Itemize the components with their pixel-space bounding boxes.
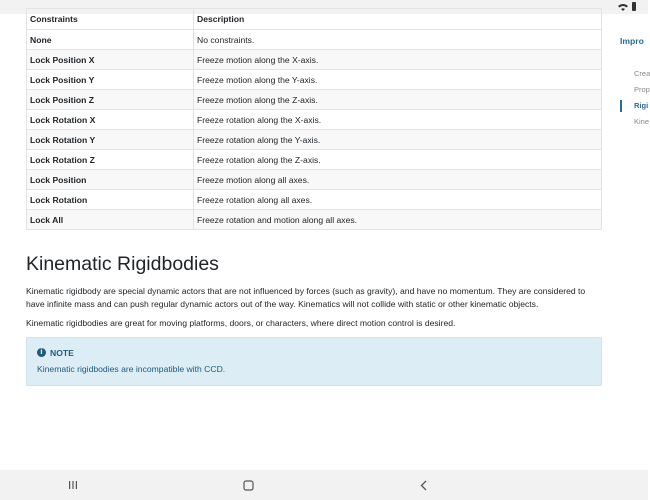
back-icon [419,480,429,491]
table-row [27,170,602,190]
table-of-contents [620,36,650,126]
note-header [37,348,591,358]
constraint-name: Lock Position Z [27,90,194,110]
constraint-description: Freeze rotation along the Z-axis. [194,150,602,170]
table-row [27,130,602,150]
note-text: Kinematic rigidbodies are incompatible with CCD. [37,363,226,374]
section-paragraph: Kinematic rigidbody are special dynamic actors that are not influenced by forces (such as gravity), and have no momentum. They are considered to have infinite mass and can push regular dynamic actors out of the way. Kinematics will not collide with static or other kinematic objects. [26,286,586,309]
table-row [27,110,602,130]
constraint-description: Freeze motion along the Y-axis. [194,70,602,90]
toc-item-active[interactable]: Rigi [620,100,648,116]
table-row [27,50,602,70]
note-callout [26,337,602,386]
constraint-name: Lock Rotation X [27,110,194,130]
column-header-description: Description [194,9,602,30]
constraint-description: No constraints. [194,30,602,50]
constraint-name: Lock All [27,210,194,230]
recent-apps-button[interactable] [65,478,81,492]
recent-apps-icon [68,480,78,490]
toc-title[interactable]: Impro [620,36,644,46]
constraint-description: Freeze motion along the X-axis. [194,50,602,70]
note-title: NOTE [50,347,74,358]
wifi-icon [618,3,628,11]
main-content [26,0,602,386]
status-icons [618,2,636,11]
constraint-name: Lock Position X [27,50,194,70]
section-title: Kinematic Rigidbodies [26,253,219,275]
home-icon [243,480,254,491]
toc-list [620,68,648,132]
table-row [27,190,602,210]
constraint-description: Freeze motion along all axes. [194,170,602,190]
table-row [27,30,602,50]
constraint-name: None [27,30,194,50]
constraints-table [26,8,602,230]
constraint-name: Lock Position [27,170,194,190]
constraint-name: Lock Position Y [27,70,194,90]
android-nav-bar [0,470,648,500]
constraint-description: Freeze rotation and motion along all axes. [194,210,602,230]
battery-icon [632,2,636,11]
table-row [27,90,602,110]
table-row [27,70,602,90]
section-paragraph: Kinematic rigidbodies are great for moving platforms, doors, or characters, where direct motion control is desired. [26,318,456,328]
toc-item[interactable]: Crea [634,69,650,78]
toc-item[interactable]: Kine [634,117,650,126]
constraint-name: Lock Rotation [27,190,194,210]
info-icon: i [37,348,46,357]
home-button[interactable] [240,478,256,492]
back-button[interactable] [416,478,432,492]
table-row [27,150,602,170]
table-header-row [27,9,602,30]
constraint-name: Lock Rotation Z [27,150,194,170]
constraint-description: Freeze rotation along all axes. [194,190,602,210]
toc-item[interactable]: Prop [634,85,650,94]
constraint-description: Freeze rotation along the X-axis. [194,110,602,130]
table-row [27,210,602,230]
constraint-description: Freeze motion along the Z-axis. [194,90,602,110]
constraint-description: Freeze rotation along the Y-axis. [194,130,602,150]
column-header-constraints: Constraints [27,9,194,30]
constraint-name: Lock Rotation Y [27,130,194,150]
